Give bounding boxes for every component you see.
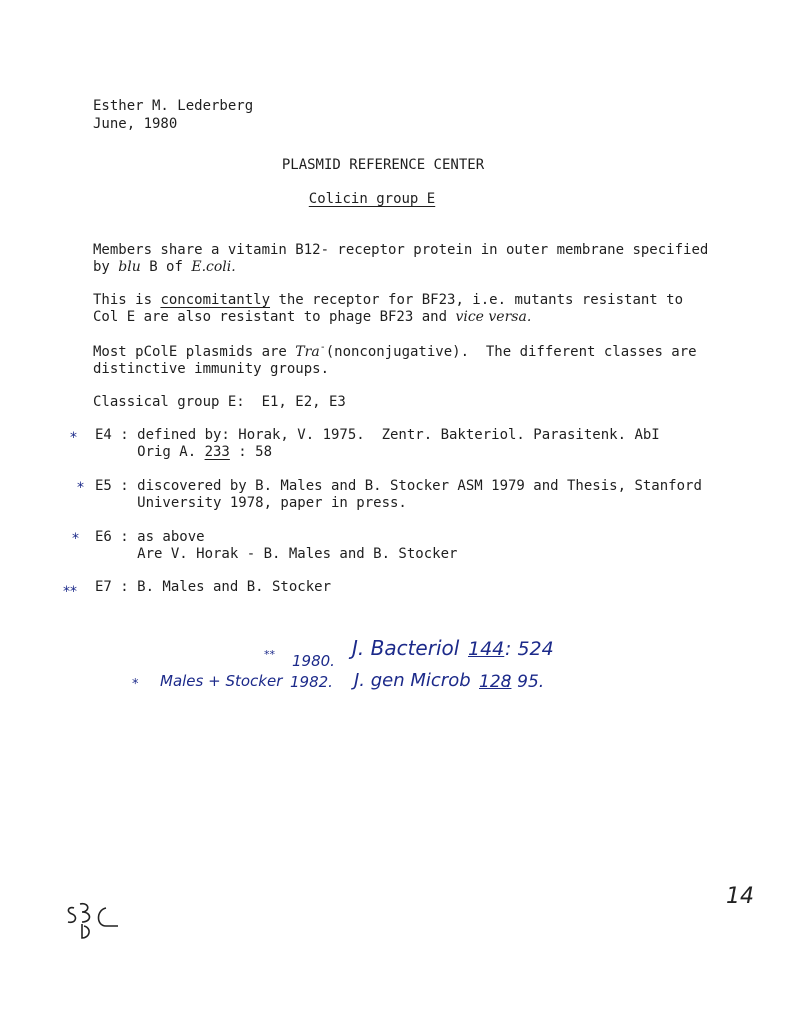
paragraph-3-line-1 bbox=[93, 344, 697, 362]
entry-e6-line-1: E6 : as above bbox=[95, 529, 205, 545]
text-span: : 58 bbox=[229, 444, 273, 460]
paragraph-3-line-2: distinctive immunity groups. bbox=[93, 361, 330, 377]
entry-e4-line-2 bbox=[95, 444, 272, 461]
entry-e4-line-1: E4 : defined by: Horak, V. 1975. Zentr. Bakteriol. Parasitenk. AbI bbox=[95, 427, 660, 443]
superscript-minus: - bbox=[319, 342, 326, 353]
handwritten-journal-gen-microb: J. gen Microb bbox=[354, 670, 471, 691]
handwritten-year-1980: 1980. bbox=[292, 652, 335, 670]
handwritten-double-asterisk-e7: ** bbox=[63, 584, 77, 600]
handwritten-asterisk-e4: * bbox=[70, 430, 77, 446]
entry-e5-line-1: E5 : discovered by B. Males and B. Stocker ASM 1979 and Thesis, Stanford bbox=[95, 478, 702, 494]
text-span: B of bbox=[140, 259, 192, 275]
entry-e6-line-2: Are V. Horak - B. Males and B. Stocker bbox=[95, 546, 458, 562]
handwritten-page-95: : 95. bbox=[506, 672, 545, 692]
handwritten-volume-128: 128 bbox=[479, 672, 512, 692]
paragraph-1-line-1: Members share a vitamin B12- receptor protein in outer membrane specified bbox=[93, 242, 709, 258]
text-span: the receptor for BF23, i.e. mutants resistant to bbox=[270, 292, 684, 308]
entry-e7-line-1: E7 : B. Males and B. Stocker bbox=[95, 579, 332, 595]
paragraph-1-line-2 bbox=[93, 259, 236, 276]
volume-number: 233 bbox=[204, 444, 230, 460]
document-title: PLASMID REFERENCE CENTER bbox=[281, 157, 485, 173]
handwritten-year-1982: 1982. bbox=[290, 673, 333, 691]
text-span: Col E are also resistant to phage BF23 and bbox=[93, 309, 456, 325]
italic-phrase: vice versa. bbox=[455, 309, 532, 325]
document-subtitle: Colicin group E bbox=[308, 191, 436, 207]
paragraph-2-line-2 bbox=[93, 309, 531, 326]
entry-e5-line-2: University 1978, paper in press. bbox=[95, 495, 407, 511]
underlined-word: concomitantly bbox=[160, 292, 271, 308]
author-name: Esther M. Lederberg bbox=[93, 98, 254, 114]
text-span: This is bbox=[93, 292, 161, 308]
paragraph-2-line-1 bbox=[93, 292, 683, 309]
handwritten-initials-icon bbox=[60, 898, 130, 944]
handwritten-authors: Males + Stocker bbox=[160, 672, 283, 690]
handwritten-page-524: : 524 bbox=[505, 638, 554, 660]
page-number: 14 bbox=[726, 884, 754, 909]
handwritten-asterisk-e6: * bbox=[72, 531, 79, 547]
handwritten-double-asterisk: ** bbox=[264, 648, 275, 661]
text-span: Orig A. bbox=[95, 444, 205, 460]
document-date: June, 1980 bbox=[93, 116, 178, 132]
text-span: Most pColE plasmids are bbox=[93, 344, 296, 360]
handwritten-asterisk: * bbox=[132, 677, 139, 692]
text-span: by bbox=[93, 259, 119, 275]
text-span: (nonconjugative). The different classes are bbox=[325, 344, 697, 360]
organism-name: E.coli. bbox=[191, 259, 236, 275]
handwritten-volume-144: 144 bbox=[468, 638, 505, 660]
gene-name: blu bbox=[118, 259, 141, 275]
handwritten-journal-bacteriol: J. Bacteriol bbox=[352, 636, 460, 660]
handwritten-asterisk-e5: * bbox=[77, 480, 84, 496]
classical-group-line: Classical group E: E1, E2, E3 bbox=[93, 394, 346, 410]
tra-term: Tra bbox=[295, 344, 320, 360]
